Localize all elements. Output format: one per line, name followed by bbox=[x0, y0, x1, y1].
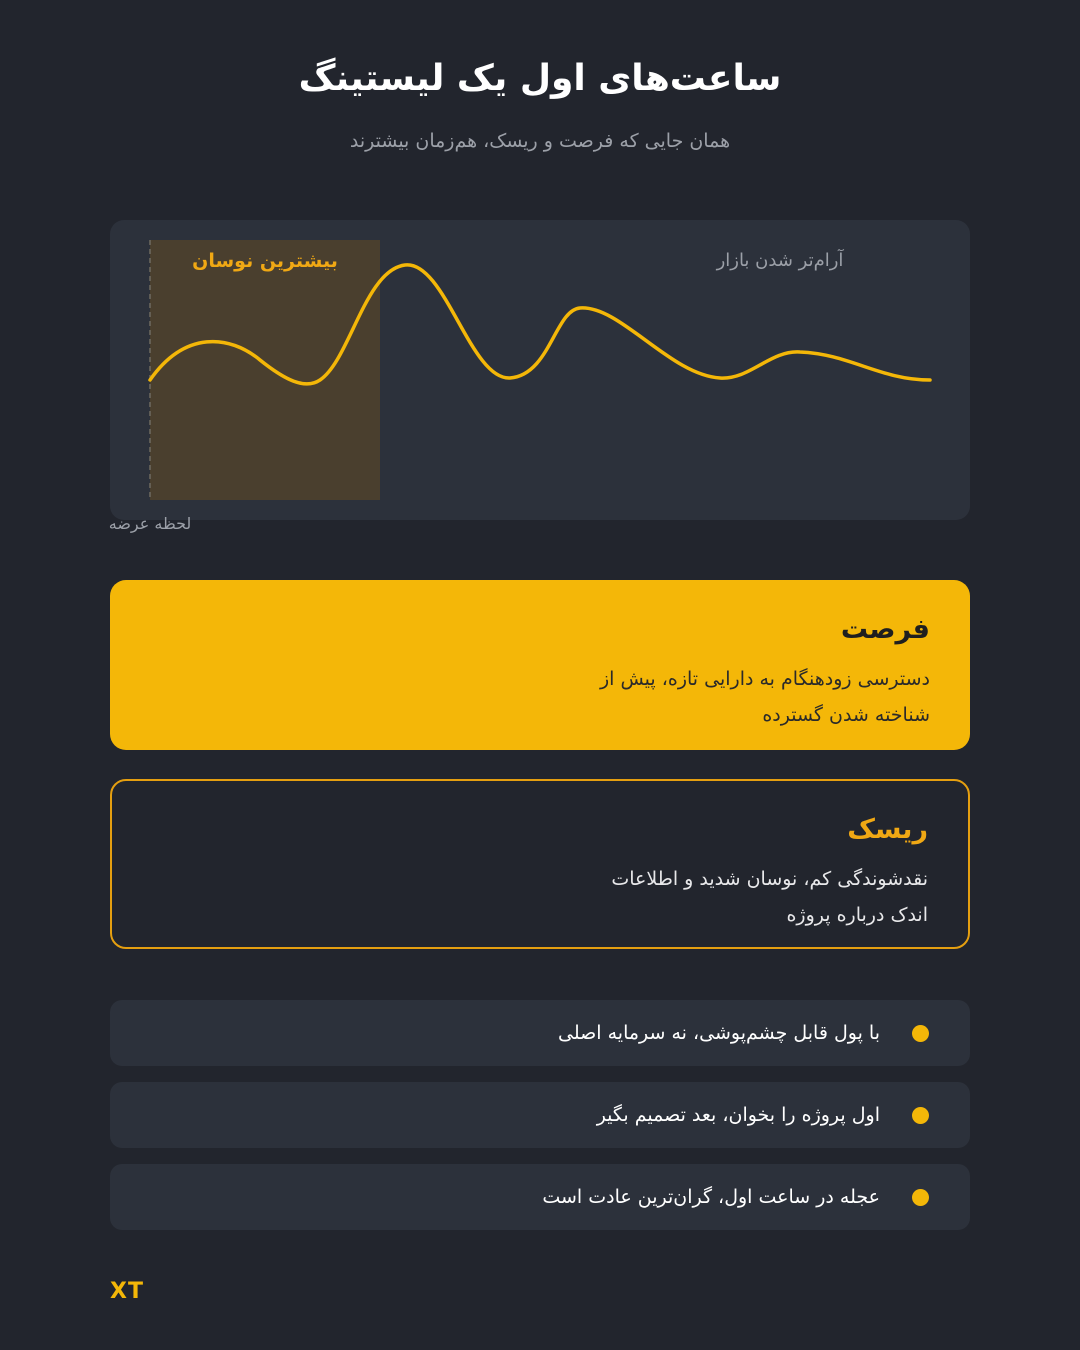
volatility-chart bbox=[110, 220, 970, 520]
risk-title: ریسک bbox=[847, 814, 928, 845]
brand-logo: XT bbox=[110, 1279, 144, 1304]
tip-text: با پول قابل چشم‌پوشی، نه سرمایه اصلی bbox=[558, 1022, 880, 1044]
risk-body: نقدشوندگی کم، نوسان شدید و اطلاعات اندک درباره پروژه bbox=[611, 868, 928, 926]
listing-moment-label: لحظه عرضه bbox=[108, 514, 192, 533]
bullet-dot-icon bbox=[912, 1107, 929, 1124]
tip-item bbox=[110, 1164, 970, 1230]
opportunity-card bbox=[110, 580, 970, 750]
tip-text: عجله در ساعت اول، گران‌ترین عادت است bbox=[542, 1186, 880, 1208]
tip-text: اول پروژه را بخوان، بعد تصمیم بگیر bbox=[596, 1104, 880, 1126]
highest-volatility-label: بیشترین نوسان bbox=[192, 250, 338, 272]
opportunity-title: فرصت bbox=[840, 614, 930, 645]
page-title: ساعت‌های اول یک لیستینگ bbox=[298, 58, 782, 99]
risk-card bbox=[110, 779, 970, 949]
page-subtitle: همان جایی که فرصت و ریسک، هم‌زمان بیشترند bbox=[349, 130, 731, 152]
market-calming-label: آرام‌تر شدن بازار bbox=[716, 250, 844, 271]
tip-item bbox=[110, 1082, 970, 1148]
opportunity-body: دسترسی زودهنگام به دارایی تازه، پیش از شناخته شدن گسترده bbox=[599, 668, 930, 726]
tip-item bbox=[110, 1000, 970, 1066]
bullet-dot-icon bbox=[912, 1025, 929, 1042]
high-volatility-zone bbox=[150, 240, 380, 500]
bullet-dot-icon bbox=[912, 1189, 929, 1206]
